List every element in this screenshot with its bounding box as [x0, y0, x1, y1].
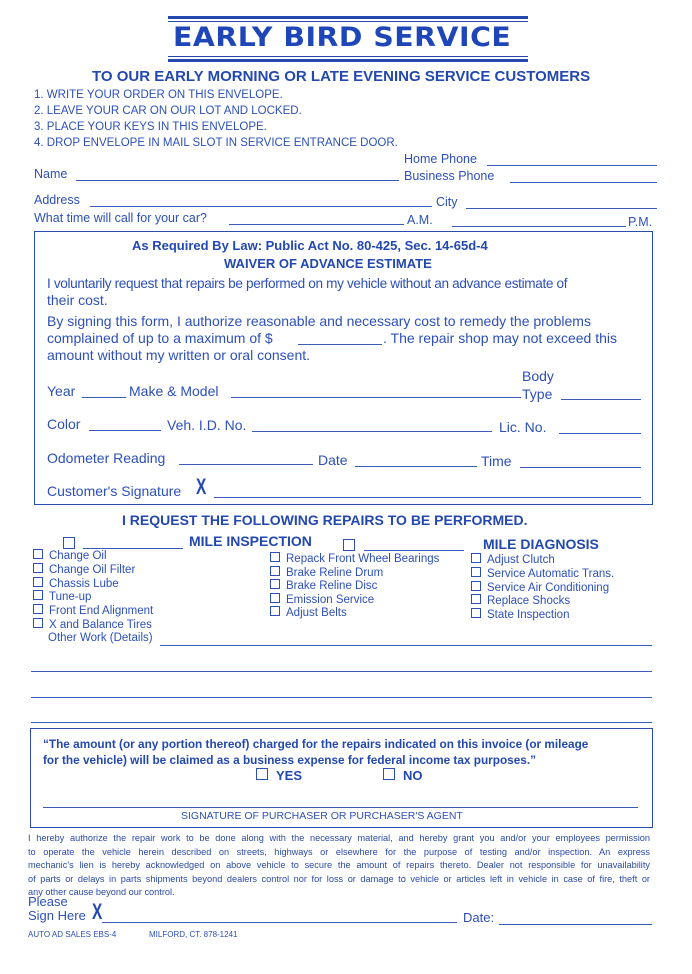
color-field[interactable]	[89, 430, 161, 431]
authorization-line: any other cause beyond our control.	[28, 887, 175, 897]
year-field[interactable]	[82, 397, 126, 398]
make-model-field[interactable]	[231, 397, 521, 398]
repair-item-label: Change Oil Filter	[49, 564, 136, 576]
address-label: Address	[34, 193, 80, 207]
repair-item-label: Tune-up	[49, 591, 92, 603]
repair-item-label: Brake Reline Drum	[286, 567, 384, 579]
repair-item[interactable]	[471, 608, 569, 621]
repair-item-label: Front End Alignment	[49, 605, 154, 617]
repair-item[interactable]	[471, 594, 570, 607]
checkbox[interactable]	[471, 594, 481, 604]
repairs-heading: I REQUEST THE FOLLOWING REPAIRS TO BE PERFORMED.	[122, 512, 528, 528]
repair-item[interactable]	[270, 593, 374, 606]
other-work-field-4[interactable]	[31, 722, 652, 723]
repair-item-label: Brake Reline Disc	[286, 580, 378, 592]
date-field[interactable]	[355, 466, 477, 467]
checkbox[interactable]	[471, 553, 481, 563]
repair-item[interactable]	[270, 606, 347, 619]
vin-field[interactable]	[252, 431, 492, 432]
waiver-para1-line2: their cost.	[47, 292, 108, 308]
checkbox[interactable]	[33, 618, 43, 628]
business-phone-label: Business Phone	[404, 169, 495, 183]
authorization-line: I hereby authorize the repair work to be done along with the necessary material, and hereby grant you and/or your employees permission	[28, 833, 650, 843]
pickup-pm-field[interactable]	[452, 226, 626, 227]
publisher-label: AUTO AD SALES EBS-4	[28, 930, 117, 939]
repair-item[interactable]	[33, 549, 107, 562]
home-phone-field[interactable]	[487, 165, 657, 166]
repair-item-label: State Inspection	[487, 609, 570, 621]
page-title: EARLY BIRD SERVICE	[173, 22, 512, 53]
title-rule-bottom	[168, 59, 528, 62]
repair-item-label: Repack Front Wheel Bearings	[286, 553, 440, 565]
repair-item[interactable]	[270, 552, 439, 565]
repair-item-label: Service Air Conditioning	[487, 582, 610, 594]
mile-inspection-label: MILE INSPECTION	[189, 533, 312, 549]
checkbox[interactable]	[270, 579, 280, 589]
checkbox[interactable]	[270, 593, 280, 603]
repair-item-label: Adjust Belts	[286, 607, 347, 619]
year-label: Year	[47, 383, 76, 399]
make-model-label: Make & Model	[129, 383, 219, 399]
time-label: Time	[481, 453, 512, 469]
repair-item[interactable]	[33, 618, 152, 631]
mile-diagnosis-miles-field[interactable]	[364, 550, 464, 551]
repair-item-label: Service Automatic Trans.	[487, 568, 615, 580]
customer-signature-field[interactable]	[214, 497, 641, 498]
checkbox[interactable]	[33, 563, 43, 573]
tax-statement-line2: for the vehicle) will be claimed as a business expense for federal income tax purposes.”	[43, 753, 537, 767]
title-rule-top	[168, 16, 528, 19]
repair-item[interactable]	[33, 590, 91, 603]
name-field[interactable]	[76, 180, 399, 181]
repair-item-label: Adjust Clutch	[487, 554, 555, 566]
body-type-field[interactable]	[561, 399, 641, 400]
authorization-line: mechanic's lien is hereby acknowledged on above vehicle to secure the amount of repairs thereto. Dealer not responsible for unavailability	[28, 860, 650, 870]
body-label: Body	[522, 368, 554, 384]
final-date-label: Date:	[463, 910, 495, 925]
mile-inspection-checkbox[interactable]	[63, 537, 75, 549]
yes-option[interactable]	[256, 768, 302, 783]
address-field[interactable]	[90, 206, 432, 207]
tax-statement-line1: “The amount (or any portion thereof) charged for the repairs indicated on this invoice (or mileage	[43, 737, 589, 751]
subtitle: TO OUR EARLY MORNING OR LATE EVENING SERVICE CUSTOMERS	[92, 68, 591, 85]
repair-item-label: Change Oil	[49, 550, 107, 562]
no-label: NO	[403, 768, 423, 783]
instruction-1: 1. WRITE YOUR ORDER ON THIS ENVELOPE.	[34, 89, 283, 101]
signature-x-mark: X	[196, 474, 207, 499]
no-option[interactable]	[383, 768, 423, 783]
authorization-line: to operate the vehicle herein described on streets, highways or elsewhere for the purpose of testing and/or inspection. An express	[28, 846, 650, 857]
final-signature-field[interactable]	[102, 922, 457, 923]
vin-label: Veh. I.D. No.	[167, 417, 247, 433]
repair-item[interactable]	[471, 553, 555, 566]
checkbox[interactable]	[471, 608, 481, 618]
checkbox[interactable]	[270, 566, 280, 576]
waiver-para1-line1: I voluntarily request that repairs be performed on my vehicle without an advance estimate of	[47, 276, 568, 291]
other-work-field-1[interactable]	[160, 645, 652, 646]
lic-field[interactable]	[559, 433, 641, 434]
lic-label: Lic. No.	[499, 419, 547, 435]
checkbox[interactable]	[33, 590, 43, 600]
sign-here-x-mark: X	[92, 899, 103, 924]
no-checkbox[interactable]	[383, 768, 395, 780]
home-phone-label: Home Phone	[404, 152, 477, 166]
waiver-para2-line1: By signing this form, I authorize reasonable and necessary cost to remedy the problems	[47, 313, 591, 329]
waiver-title: WAIVER OF ADVANCE ESTIMATE	[224, 256, 432, 271]
repair-item-label: X and Balance Tires	[49, 619, 152, 631]
other-work-label: Other Work (Details)	[48, 632, 153, 644]
mile-diagnosis-label: MILE DIAGNOSIS	[483, 536, 599, 552]
checkbox[interactable]	[471, 581, 481, 591]
instruction-4: 4. DROP ENVELOPE IN MAIL SLOT IN SERVICE ENTRANCE DOOR.	[34, 137, 398, 149]
other-work-field-3[interactable]	[31, 697, 652, 698]
repair-item[interactable]	[270, 579, 377, 592]
purchaser-signature-field[interactable]	[43, 807, 638, 808]
repair-item[interactable]	[471, 581, 609, 594]
color-label: Color	[47, 416, 81, 432]
customer-signature-label: Customer's Signature	[47, 483, 182, 499]
city-label: City	[436, 195, 458, 209]
repair-item[interactable]	[270, 566, 383, 579]
am-label: A.M.	[407, 213, 433, 227]
maximum-amount-field[interactable]	[298, 344, 382, 345]
repair-item[interactable]	[33, 604, 153, 617]
publisher-address: MILFORD, CT. 878-1241	[149, 930, 238, 939]
final-date-field[interactable]	[499, 924, 652, 925]
repair-item[interactable]	[471, 567, 614, 580]
business-phone-field[interactable]	[510, 182, 657, 183]
odometer-label: Odometer Reading	[47, 450, 166, 466]
sign-here-label: Sign Here	[28, 908, 86, 923]
pickup-am-field[interactable]	[229, 224, 404, 225]
pm-label: P.M.	[628, 215, 653, 229]
please-label: Please	[28, 894, 68, 909]
city-field[interactable]	[466, 208, 657, 209]
authorization-line: of parts or delays in parts shipments beyond dealers control nor for loss or damage to vehicle or articles left in vehicle in case of fire, theft or	[28, 873, 650, 884]
checkbox[interactable]	[270, 606, 280, 616]
purchaser-signature-label: SIGNATURE OF PURCHASER OR PURCHASER'S AGENT	[181, 810, 463, 822]
repair-item-label: Chassis Lube	[49, 578, 119, 590]
repair-item-label: Replace Shocks	[487, 595, 571, 607]
repair-item[interactable]	[33, 563, 135, 576]
authorization-text	[28, 832, 650, 900]
time-field[interactable]	[520, 467, 641, 468]
instruction-3: 3. PLACE YOUR KEYS IN THIS ENVELOPE.	[34, 121, 267, 133]
waiver-law-heading: As Required By Law: Public Act No. 80-425, Sec. 14-65d-4	[132, 238, 488, 253]
instruction-2: 2. LEAVE YOUR CAR ON OUR LOT AND LOCKED.	[34, 105, 302, 117]
waiver-para2-line2a: complained of up to a maximum of $	[47, 330, 273, 346]
yes-label: YES	[276, 768, 303, 783]
mile-diagnosis-checkbox[interactable]	[343, 539, 355, 551]
odometer-field[interactable]	[179, 464, 313, 465]
repair-item-label: Emission Service	[286, 594, 375, 606]
checkbox[interactable]	[471, 567, 481, 577]
checkbox[interactable]	[33, 549, 43, 559]
waiver-para2-line2b: . The repair shop may not exceed this	[383, 330, 617, 346]
date-label: Date	[318, 452, 348, 468]
other-work-field-2[interactable]	[31, 671, 652, 672]
title-rule-bottom-thin	[168, 56, 528, 57]
checkbox[interactable]	[270, 552, 280, 562]
checkbox[interactable]	[33, 604, 43, 614]
checkbox[interactable]	[33, 577, 43, 587]
type-label: Type	[522, 386, 553, 402]
name-label: Name	[34, 167, 68, 181]
waiver-para2-line3: amount without my written or oral consent.	[47, 347, 311, 363]
yes-checkbox[interactable]	[256, 768, 268, 780]
pickup-time-label: What time will call for your car?	[34, 211, 207, 225]
repair-item[interactable]	[33, 577, 119, 590]
